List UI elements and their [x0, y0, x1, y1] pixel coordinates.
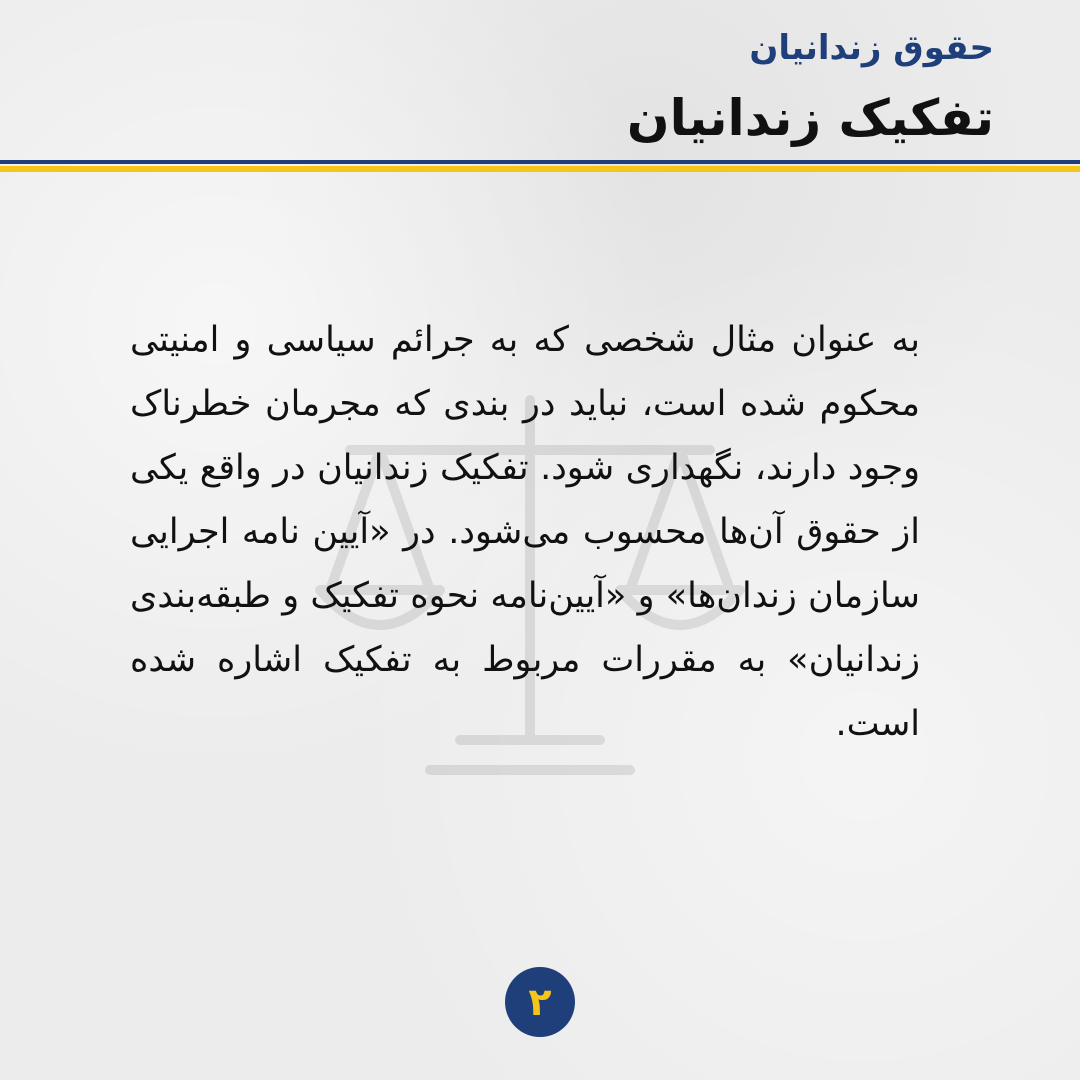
page-title: تفکیک زندانیان	[626, 89, 994, 147]
header-divider-blue	[0, 160, 1080, 164]
header-divider-yellow	[0, 166, 1080, 172]
page-number-badge	[505, 967, 575, 1037]
category-label: حقوق زندانیان	[749, 28, 994, 68]
header	[0, 0, 1080, 168]
body-paragraph: به عنوان مثال شخصی که به جرائم سیاسی و امنیتی محکوم شده است، نباید در بندی که مجرمان خطرناک وجود دارند، نگهداری شود. تفکیک زندانیان در واقع یکی از حقوق آن‌ها محسوب می‌شود. در «آیین نامه اجرایی سازمان زندان‌ها» و «آیین‌نامه نحوه تفکیک و طبقه‌بندی زندانیان» به مقررات مربوط به تفکیک اشاره شده است.	[130, 320, 920, 744]
page-number: ۲	[528, 980, 552, 1024]
